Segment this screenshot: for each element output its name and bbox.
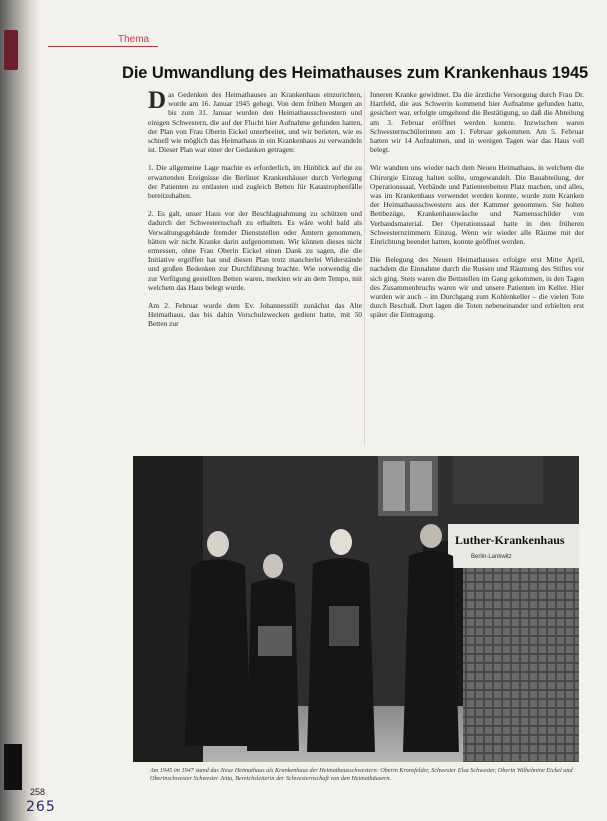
binding-dark-mark bbox=[4, 744, 22, 790]
paragraph: Die Belegung des Neuen Heimathauses erfolgte erst Mitte April, nachdem die Einnahme durch die Russen und Räumung des Stiftes vor sich ging. Stets waren die Bettstellen im Gang gekommen, in den Tagen des Zusammenbruchs waren wir und unsere Patienten im Keller. Hier wurden wir auch – im Durchgang zum Kohlenkeller – die vielen Tote durch Beschuß. Dort lagen die Toten nebeneinander und erhielten erst später die Eintragung. bbox=[370, 255, 584, 320]
paragraph: Am 2. Februar wurde dem Ev. Johannesstift zunächst das Alte Heimathaus, das bis dahin Vorschulzwecken gedient hatte, mit 50 Betten zur bbox=[148, 301, 362, 329]
binding-gutter bbox=[0, 0, 40, 821]
left-column bbox=[148, 87, 362, 338]
right-column bbox=[370, 90, 584, 329]
paragraph: Wir wandten uns wieder nach dem Neuen Heimathaus, in welchem die Chirurgie Einzug halten sollte, umgewandelt. Die Bauabteilung, der Operationssaal, Verbände und Patientenbetten Platz machen, und alles, was im Krankenhaus verwendet werden konnte, wurde zum Kranken der Heimathausschwestern aus der Kammer genommen. Sie holten Bettbezüge, Krankenhauswäsche und Namensschilder von Verbandsmaterial. Der Operationssaal hatte in den früheren Schwesternzimmern Einzug. Wenn wir wieder alle Räume mit der Einrichtung beendet hatten, konnte geöffnet werden. bbox=[370, 163, 584, 247]
photo-sign-text: Luther-Krankenhaus bbox=[455, 533, 565, 547]
binding-tab-mark bbox=[4, 30, 18, 70]
paragraph bbox=[148, 87, 362, 155]
page-number: 258 bbox=[30, 787, 46, 797]
photo-caption: Am 1945 im 1947 stand das Neue Heimathaus als Krankenhaus der Heimathausschwestern: Oberin Kronsfelder, Schwester Elsa Schwester, Oberin Wilhelmine Eickel und Oberinschwester Schwester Jetta, Bereichsleiterin der Schwesternschaft von den Heimathäusern. bbox=[150, 767, 573, 782]
photo-sign-subtext: Berlin-Lankwitz bbox=[471, 554, 512, 560]
section-label: Thema bbox=[118, 34, 150, 45]
historical-photo bbox=[133, 456, 579, 762]
section-rule bbox=[48, 46, 158, 47]
paragraph-text: as Gedenken des Heimathauses an Krankenhaus einzurichten, wurde am 16. Januar 1945 gehegt. Von dem frühen Morgen an bis zum 31. Januar wurden den Heimathausschwestern und einigen Schwestern, die auf der Flucht hier Aufnahme gefunden hatten, der Plan von Frau Oberin Eickel unterbreitet, und wir berieten, wie es schnell wie möglich das Heimathaus in ein Krankenhaus zu verwandeln ist. Dieser Plan war einer der Gedanken getragen: bbox=[148, 90, 362, 155]
column-divider bbox=[364, 90, 365, 446]
paragraph: 2. Es galt, unser Haus vor der Beschlagnahmung zu schützen und dadurch der Schwesternschaft zu erhalten. Es wäre wohl bald als Verwaltungsgebäude fremder Dienststellen oder Ämtern genommen, hätten wir nicht Kranke darin aufgenommen. Wir können dieses nicht ermessen, ohne Frau Oberin Eickel einen Dank zu sagen, die die Initiative ergriffen hat und diesen Plan trotz mancherlei Widerstände und großen Bedenken zur Durchführung brachte. Wie notwendig die zur Verfügung gestellten Betten waren, merkten wir an dem Tempo, mit welchem das Haus belegt wurde. bbox=[148, 209, 362, 292]
handwritten-note: 265 bbox=[26, 799, 56, 815]
drop-cap: D bbox=[148, 87, 167, 114]
article-title: Die Umwandlung des Heimathauses zum Krankenhaus 1945 bbox=[122, 64, 589, 82]
paragraph: Inneren Kranke gewidmet. Da die ärztliche Versorgung durch Frau Dr. Hartfeld, die aus Schwerin kommend hier Aufnahme gefunden hatte, gesichert war, erfolgte umgehend die Bestätigung, so daß die Abteilung am 3. Februar eröffnet werden konnte. Inzwischen waren Schwesternschülerinnen am 1. Februar gekommen. Am 5. Februar hatten wir 14 Aufnahmen, und in wenigen Tagen war das Haus voll belegt. bbox=[370, 90, 584, 155]
paragraph: 1. Die allgemeine Lage machte es erforderlich, im Hinblick auf die zu erwartenden Ereignisse die Berliner Krankenhäuser durch Verlegung der Patienten zu entlasten und zugleich Betten für Katastrophenfälle bereitzuhalten. bbox=[148, 163, 362, 201]
